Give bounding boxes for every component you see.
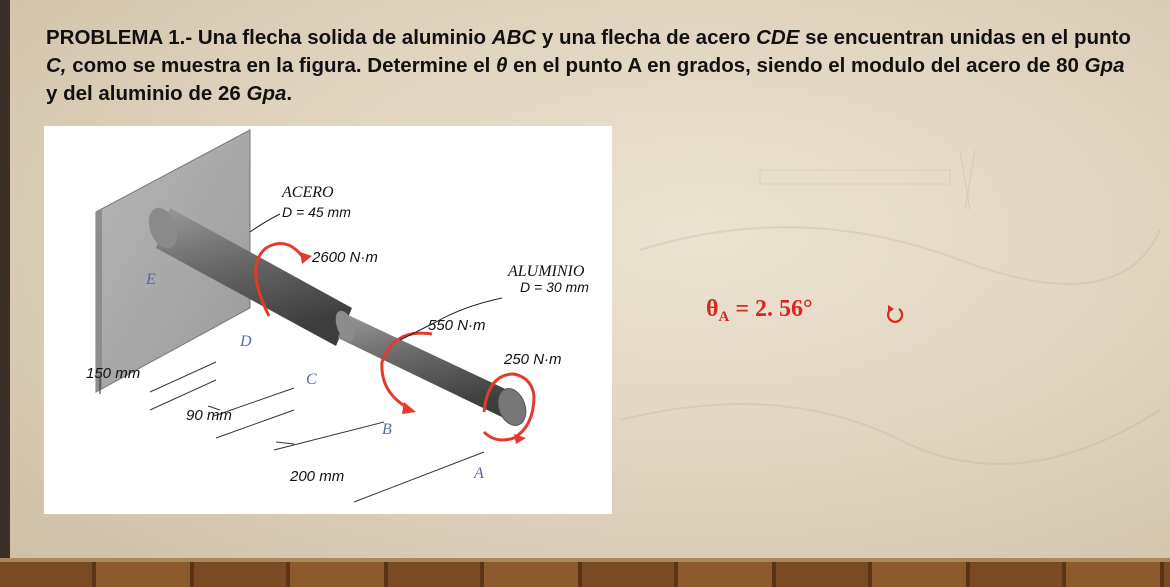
dimension-90mm: 90 mm — [186, 407, 232, 424]
aluminio-label: ALUMINIO — [508, 263, 585, 280]
aluminio-diameter-label: D = 30 mm — [520, 279, 589, 295]
aluminum-shaft — [338, 314, 516, 420]
problem-statement: PROBLEMA 1.- Una flecha solida de aluminio ABC y una flecha de acero CDE se encuentran unidas en el punto C, como se muestra en la figura. Determine el θ en el punto A en grados, siendo el modulo del acero de 80 Gpa y del aluminio de 26 Gpa. — [46, 26, 1131, 105]
point-a-label: A — [474, 465, 484, 482]
shaft-drawing — [44, 126, 612, 514]
torque-label-250: 250 N·m — [504, 351, 562, 368]
point-b-label: B — [382, 421, 392, 438]
dimension-150mm: 150 mm — [86, 365, 141, 382]
point-c-label: C — [306, 371, 317, 388]
acero-diameter-label: D = 45 mm — [282, 204, 351, 220]
acero-label: ACERO — [282, 184, 334, 201]
point-d-label: D — [240, 333, 252, 350]
dimension-200mm: 200 mm — [290, 468, 345, 485]
wooden-floor — [0, 562, 1170, 587]
point-e-label: E — [146, 271, 156, 288]
counterclockwise-rotation-icon — [884, 304, 906, 326]
torque-label-2600: 2600 N·m — [312, 249, 378, 266]
shaft-figure — [44, 126, 612, 514]
answer-theta-a: $\theta_A = 2$. 56° — [706, 296, 813, 325]
torque-label-550: 550 N·m — [428, 317, 486, 334]
